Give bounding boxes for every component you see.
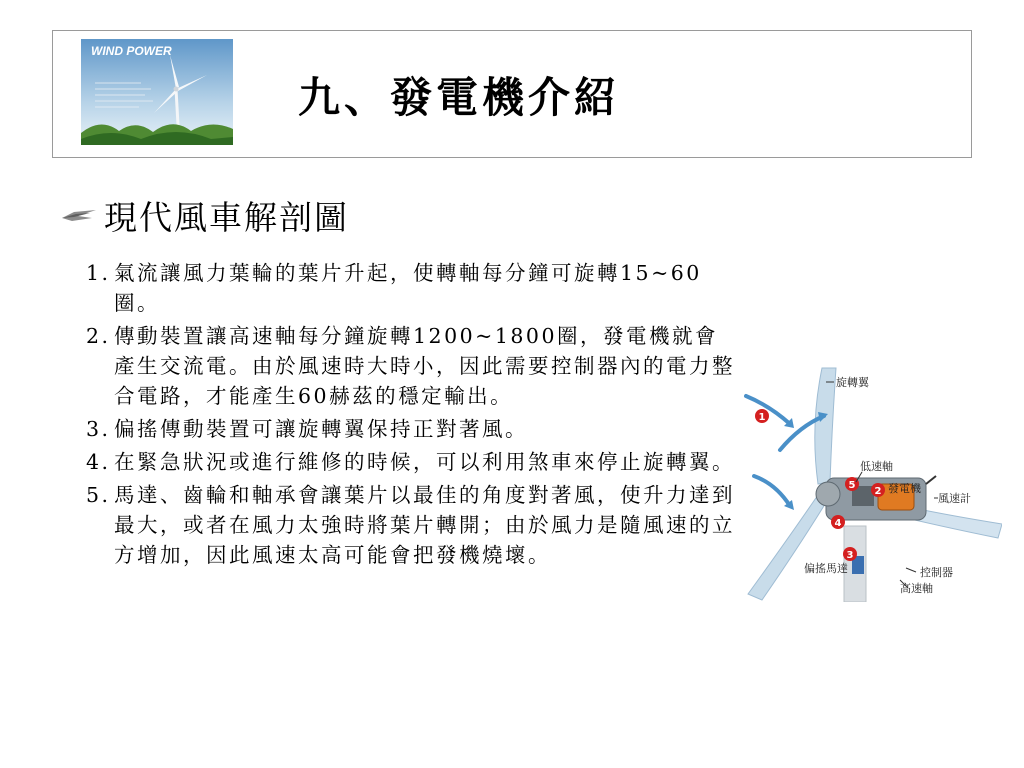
label-low-speed-shaft: 低速軸 [860, 460, 893, 473]
list-item-text: 氣流讓風力葉輪的葉片升起，使轉軸每分鐘可旋轉15~60圈。 [114, 261, 702, 315]
list-item-text: 馬達、齒輪和軸承會讓葉片以最佳的角度對著風，使升力達到最大，或者在風力太強時將葉片轉開；由於風力是隨風速的立方增加，因此風速太高可能會把發機燒壞。 [114, 483, 735, 567]
list-item-number: 3. [86, 417, 111, 441]
hub [816, 482, 840, 506]
list-item-number: 4. [86, 450, 111, 474]
slide-title: 九、發電機介紹 [298, 73, 621, 122]
anemometer [926, 476, 936, 484]
svg-text:3: 3 [846, 550, 854, 561]
label-generator: 發電機 [888, 482, 921, 495]
subheading-text: 現代風車解剖圖 [104, 197, 349, 237]
svg-text:2: 2 [874, 486, 882, 497]
list-item-text: 偏搖傳動裝置可讓旋轉翼保持正對著風。 [114, 417, 528, 441]
numbered-list [86, 258, 736, 573]
label-blade: 旋轉翼 [836, 376, 869, 389]
svg-text:1: 1 [758, 412, 766, 423]
subheading [62, 192, 349, 238]
list-item [86, 480, 736, 570]
title-box [52, 30, 972, 158]
list-item-number: 1. [86, 261, 111, 285]
blade-top [815, 368, 836, 484]
list-item-text: 在緊急狀況或進行維修的時候，可以利用煞車來停止旋轉翼。 [114, 450, 735, 474]
svg-text:5: 5 [848, 480, 856, 491]
wind-power-logo [81, 39, 233, 145]
blade-bottom [748, 492, 830, 600]
label-high-speed-shaft: 高速軸 [900, 582, 933, 595]
list-item-number: 5. [86, 483, 111, 507]
logo-text: WIND POWER [91, 44, 172, 58]
list-item [86, 258, 736, 318]
label-yaw-motor: 偏搖馬達 [804, 562, 848, 575]
list-item [86, 414, 736, 444]
list-item-text: 傳動裝置讓高速軸每分鐘旋轉1200~1800圈，發電機就會產生交流電。由於風速時大時小，因此需要控制器內的電力整合電路，才能產生60赫茲的穩定輸出。 [114, 324, 735, 408]
label-controller: 控制器 [920, 566, 953, 579]
label-anemometer: 風速計 [938, 492, 971, 505]
arrow-bullet-icon [62, 204, 96, 226]
svg-text:4: 4 [834, 518, 842, 529]
list-item [86, 447, 736, 477]
wind-turbine-diagram [740, 366, 1002, 602]
list-item-number: 2. [86, 324, 111, 348]
list-item [86, 321, 736, 411]
